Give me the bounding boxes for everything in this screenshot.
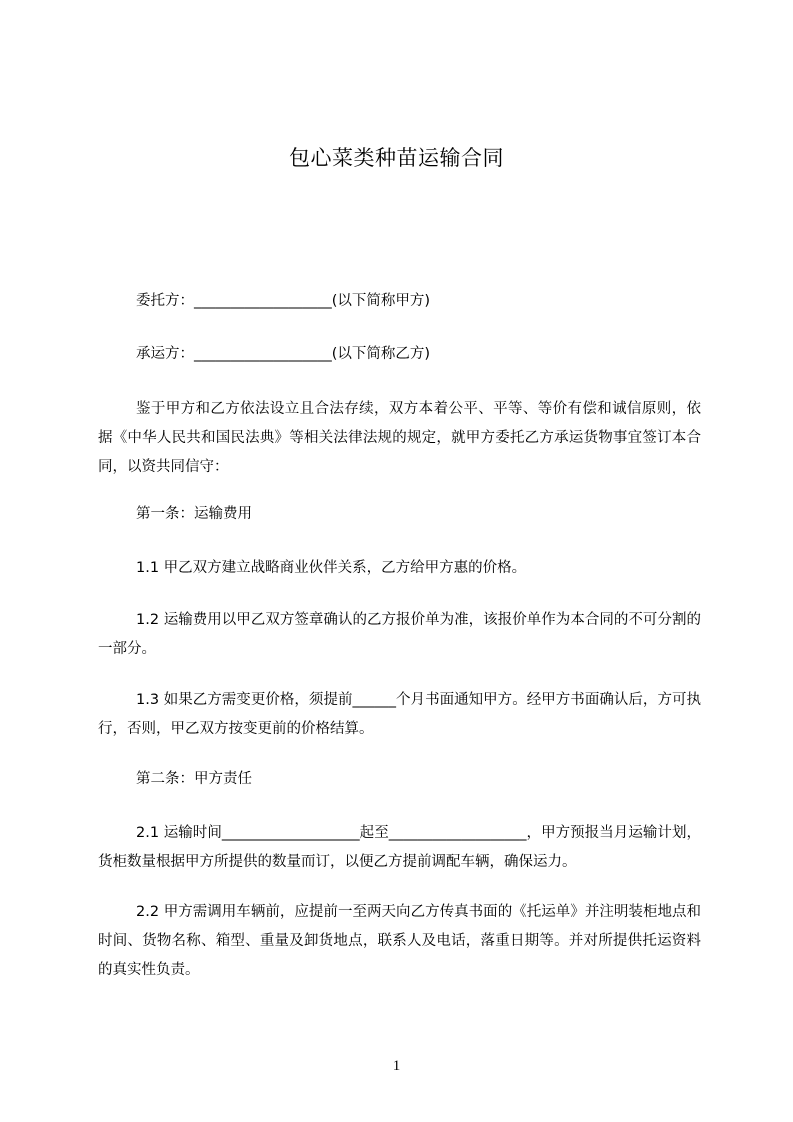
carrier-party-line: 承运方：___________________(以下简称乙方) <box>136 346 431 362</box>
clause-2-2: 2.2 甲方需调用车辆前，应提前一至两天向乙方传真书面的《托运单》并注明装柜地点和时间、货物名称、箱型、重量及卸货地点，联系人及电话，落重日期等。并对所提供托运资料的真实性负责。 <box>98 904 701 978</box>
document-title: 包心菜类种苗运输合同 <box>289 146 504 170</box>
client-party-line: 委托方：___________________(以下简称甲方) <box>136 293 431 309</box>
article-two-heading: 第二条：甲方责任 <box>136 771 252 787</box>
page-number: 1 <box>392 1058 401 1074</box>
clause-1-1: 1.1 甲乙双方建立战略商业伙伴关系，乙方给甲方惠的价格。 <box>136 560 527 576</box>
clause-2-1: 2.1 运输时间___________________起至___________________，甲方预报当月运输计划，货柜数量根据甲方所提供的数量而订，以便乙方提前调配车辆，确保运力。 <box>98 825 701 870</box>
article-one-heading: 第一条：运输费用 <box>136 506 252 522</box>
clause-1-3: 1.3 如果乙方需变更价格，须提前______个月书面通知甲方。经甲方书面确认后，方可执行，否则，甲乙双方按变更前的价格结算。 <box>98 692 701 737</box>
clause-1-2: 1.2 运输费用以甲乙双方签章确认的乙方报价单为准，该报价单作为本合同的不可分割的一部分。 <box>98 612 701 657</box>
preamble-paragraph: 鉴于甲方和乙方依法设立且合法存续，双方本着公平、平等、等价有偿和诚信原则，依据《中华人民共和国民法典》等相关法律法规的规定，就甲方委托乙方承运货物事宜签订本合同，以资共同信守： <box>98 401 701 475</box>
